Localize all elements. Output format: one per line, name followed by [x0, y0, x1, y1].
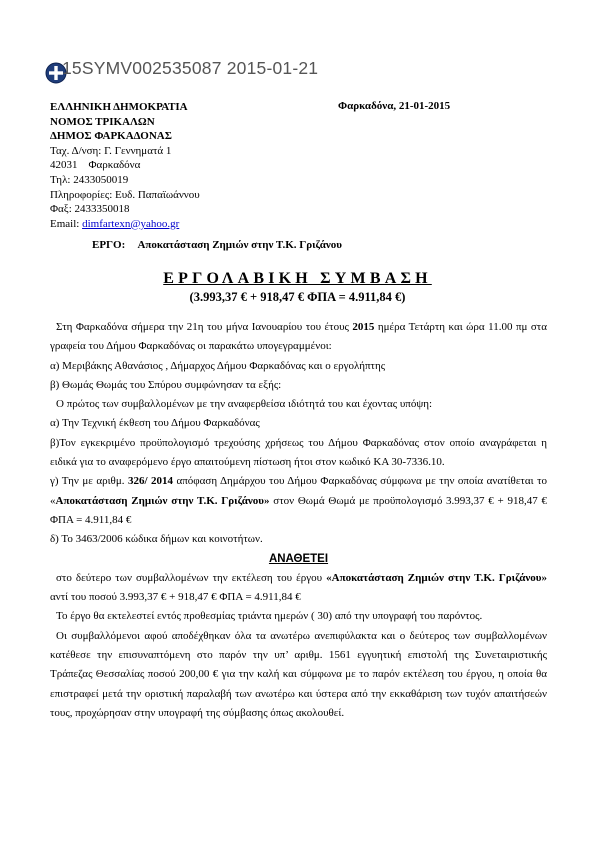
contract-amount: (3.993,37 € + 918,47 € ΦΠΑ = 4.911,84 €)	[189, 290, 406, 304]
header-email-line	[50, 217, 350, 232]
paragraph-considering: Ο πρώτος των συμβαλλομένων με την αναφερθείσα ιδιότητά του και έχοντας υπόψη:	[56, 398, 433, 411]
email-link[interactable]: dimfartexn@yahoo.gr	[82, 217, 180, 230]
header-republic: ΕΛΛΗΝΙΚΗ ΔΗΜΟΚΡΑΤΙΑ	[50, 101, 188, 113]
project-label: ΕΡΓΟ:	[92, 239, 126, 251]
contract-title: ΕΡΓΟΛΑΒΙΚΗ ΣΥΜΒΑΣΗ	[163, 270, 432, 287]
email-label: Email:	[50, 217, 83, 230]
paragraph-item-b: β)Τον εγκεκριμένο προϋπολογισμό τρεχούσης χρήσεως του Δήμου Φαρκαδόνας στον οποίο αναγράφεται η ειδικά για το αναφερόμενο έργο απαιτούμενη πίστωση ήτοι στον κωδικό ΚΑ 30-7336.10.	[50, 436, 547, 469]
sender-header	[50, 100, 350, 231]
paragraph-party-b: β) Θωμάς Θωμάς του Σπύρου συμφώνησαν τα εξής:	[50, 378, 282, 391]
diavgeia-ada-stamp: 15SYMV002535087 2015-01-21	[62, 58, 319, 78]
section-heading-assigns: ΑΝΑΘΕΤΕΙ	[268, 552, 329, 565]
header-fax: Φαξ: 2433350018	[50, 203, 130, 216]
paragraph-item-a: α) Την Τεχνική έκθεση του Δήμου Φαρκαδόνας	[50, 417, 260, 430]
project-line	[92, 239, 342, 251]
header-phone: Τηλ: 2433050019	[50, 173, 129, 186]
document-date: Φαρκαδόνα, 21-01-2015	[338, 100, 451, 112]
header-address: Ταχ. Δ/νση: Γ. Γεννηματά 1	[50, 144, 172, 157]
paragraph-signing: Οι συμβαλλόμενοι αφού αποδέχθηκαν όλα τα ανωτέρω ανεπιφύλακτα και ο δεύτερος των συμβαλλομένων κατέθεσε την επισυναπτόμενη στο παρόν την υπ’ αριθμ. 1561 εγγυητική επιστολή της Συνεταιριστικής Τράπεζας Θεσσαλίας ποσού 200,00 € για την καλή και σύμφωνα με το παρόν εκτέλεση του έργου, η οποία θα επιστραφεί μετά την οριστική παραλαβή των ανωτέρω και ύστερα από την εκκαθάριση των τυχόν απαιτήσεών τους, προχώρησαν στην υπογραφή της σύμβασης όπως ακολουθεί.	[50, 629, 547, 719]
header-prefecture: ΝΟΜΟΣ ΤΡΙΚΑΛΩΝ	[50, 115, 155, 128]
paragraph-item-c: γ) Την με αριθμ. 326/ 2014 απόφαση Δημάρχου του Δήμου Φαρκαδόνας σύμφωνα με την οποία ανατίθεται το «Αποκατάσταση Ζημιών στην Τ.Κ. Γριζάνου» στον Θωμά Θωμά με προϋπολογισμό 3.993,37 € + 918,47 € ΦΠΑ = 4.911,84 €	[50, 475, 547, 526]
paragraph-assignment: στο δεύτερο των συμβαλλομένων την εκτέλεση του έργου «Αποκατάσταση Ζημιών στην Τ.Κ. Γριζάνου» αντί του ποσού 3.993,37 € + 918,47 € ΦΠΑ = 4.911,84 €	[50, 571, 548, 604]
paragraph-deadline: Το έργο θα εκτελεστεί εντός προθεσμίας τριάντα ημερών ( 30) από την υπογραφή του παρόντος.	[56, 610, 483, 623]
contract-body	[50, 318, 547, 723]
header-info: Πληροφορίες: Ευδ. Παπαϊωάννου	[50, 188, 200, 201]
header-municipality: ΔΗΜΟΣ ΦΑΡΚΑΔΟΝΑΣ	[50, 130, 172, 143]
paragraph-party-a: α) Μεριβάκης Αθανάσιος , Δήμαρχος Δήμου Φαρκαδόνας και ο εργολήπτης	[50, 359, 386, 372]
project-name: Αποκατάσταση Ζημιών στην Τ.Κ. Γριζάνου	[137, 239, 342, 251]
paragraph-item-d: δ) Το 3463/2006 κώδικα δήμων και κοινοτήτων.	[50, 533, 263, 546]
header-postcode: 42031 Φαρκαδόνα	[50, 159, 141, 172]
paragraph-intro: Στη Φαρκαδόνα σήμερα την 21η του μήνα Ιανουαρίου του έτους 2015 ημέρα Τετάρτη και ώρα 11.00 πμ στα γραφεία του Δήμου Φαρκαδόνας οι παρακάτω υπογεγραμμένοι:	[50, 321, 547, 353]
